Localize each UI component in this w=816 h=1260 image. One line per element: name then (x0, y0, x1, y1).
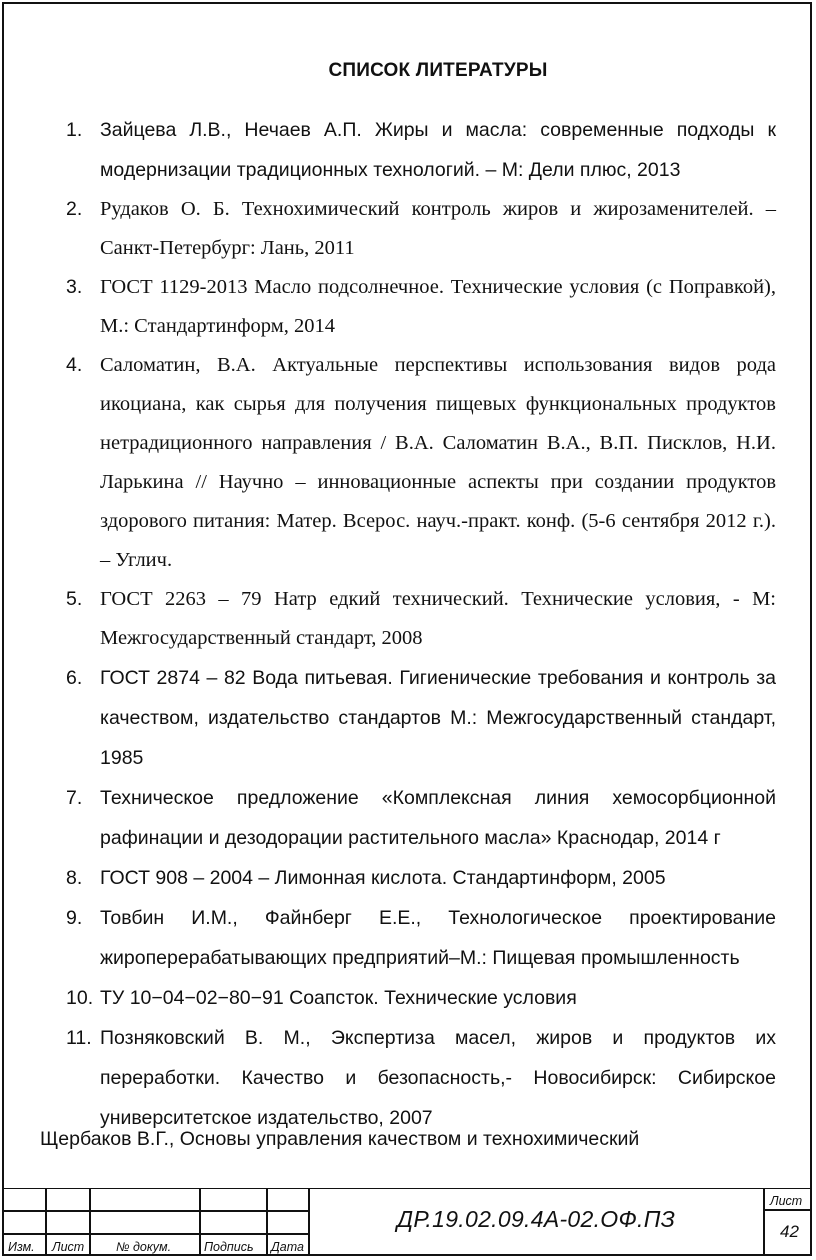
sheet-label: Лист (770, 1194, 803, 1208)
document-code: ДР.19.02.09.4А-02.ОФ.ПЗ (396, 1206, 676, 1232)
page-title: СПИСОК ЛИТЕРАТУРЫ (328, 60, 548, 81)
reference-text: Зайцева Л.В., Нечаев А.П. Жиры и масла: современные подходы к модернизации традиционных технологий. – М: Дели плюс, 2013 (100, 119, 776, 181)
reference-number: 1. (66, 119, 83, 141)
reference-item (66, 110, 776, 190)
stamp-label-sheet: Лист (52, 1240, 85, 1254)
reference-item (66, 580, 776, 658)
reference-text: ГОСТ 1129-2013 Масло подсолнечное. Технические условия (с Поправкой), М.: Стандартинформ, 2014 (100, 276, 776, 337)
reference-item (66, 268, 776, 346)
reference-item (66, 1018, 776, 1138)
reference-text: ТУ 10−04−02−80−91 Соапсток. Технические условия (100, 987, 577, 1009)
reference-text: ГОСТ 2874 – 82 Вода питьевая. Гигиенические требования и контроль за качеством, издательство стандартов М.: Межгосударственный стандарт, 1985 (100, 667, 776, 769)
reference-text: ГОСТ 2263 – 79 Натр едкий технический. Технические условия, - М: Межгосударственный стандарт, 2008 (100, 588, 776, 649)
reference-text: Позняковский В. М., Экспертиза масел, жиров и продуктов их переработки. Качество и безопасность,- Новосибирск: Сибирское университетское издательство, 2007 (100, 1027, 776, 1129)
reference-item (66, 190, 776, 268)
reference-number: 8. (66, 867, 83, 889)
reference-number: 11. (66, 1027, 92, 1049)
reference-item (66, 978, 776, 1018)
reference-number: 7. (66, 787, 83, 809)
reference-item (66, 858, 776, 898)
reference-list (66, 110, 776, 1138)
reference-number: 3. (66, 276, 83, 298)
reference-item (66, 778, 776, 858)
reference-item (66, 658, 776, 778)
reference-text: Товбин И.М., Файнберг Е.Е., Технологическое проектирование жироперерабатывающих предприятий–М.: Пищевая промышленность (100, 907, 776, 969)
reference-text: Техническое предложение «Комплексная линия хемосорбционной рафинации и дезодорации растительного масла» Краснодар, 2014 г (100, 787, 776, 849)
reference-number: 9. (66, 907, 83, 929)
reference-item (66, 898, 776, 978)
trailing-text: Щербаков В.Г., Основы управления качеством и технохимический (40, 1128, 640, 1150)
reference-text: Саломатин, В.А. Актуальные перспективы использования видов рода икоциана, как сырья для получения пищевых функциональных продуктов нетрадиционного направления / В.А. Саломатин В.А., В.П. Писклов, Н.И. Ларькина // Научно – инновационные аспекты при создании продуктов здорового питания: Матер. Всерос. науч.-практ. конф. (5-6 сентября 2012 г.). – Углич. (100, 354, 776, 571)
reference-number: 4. (66, 354, 83, 376)
stamp-label-change: Изм. (8, 1240, 35, 1254)
reference-item (66, 346, 776, 580)
sheet-number: 42 (780, 1222, 799, 1241)
reference-text: Рудаков О. Б. Технохимический контроль жиров и жирозаменителей. – Санкт-Петербург: Лань, 2011 (100, 198, 776, 259)
stamp-label-signature: Подпись (204, 1240, 254, 1254)
stamp-label-date: Дата (271, 1240, 304, 1254)
reference-number: 10. (66, 987, 94, 1009)
reference-number: 2. (66, 198, 83, 220)
stamp-label-doc-number: № докум. (116, 1240, 172, 1254)
reference-text: ГОСТ 908 – 2004 – Лимонная кислота. Стандартинформ, 2005 (100, 867, 666, 889)
reference-number: 6. (66, 667, 83, 689)
reference-number: 5. (66, 588, 83, 610)
